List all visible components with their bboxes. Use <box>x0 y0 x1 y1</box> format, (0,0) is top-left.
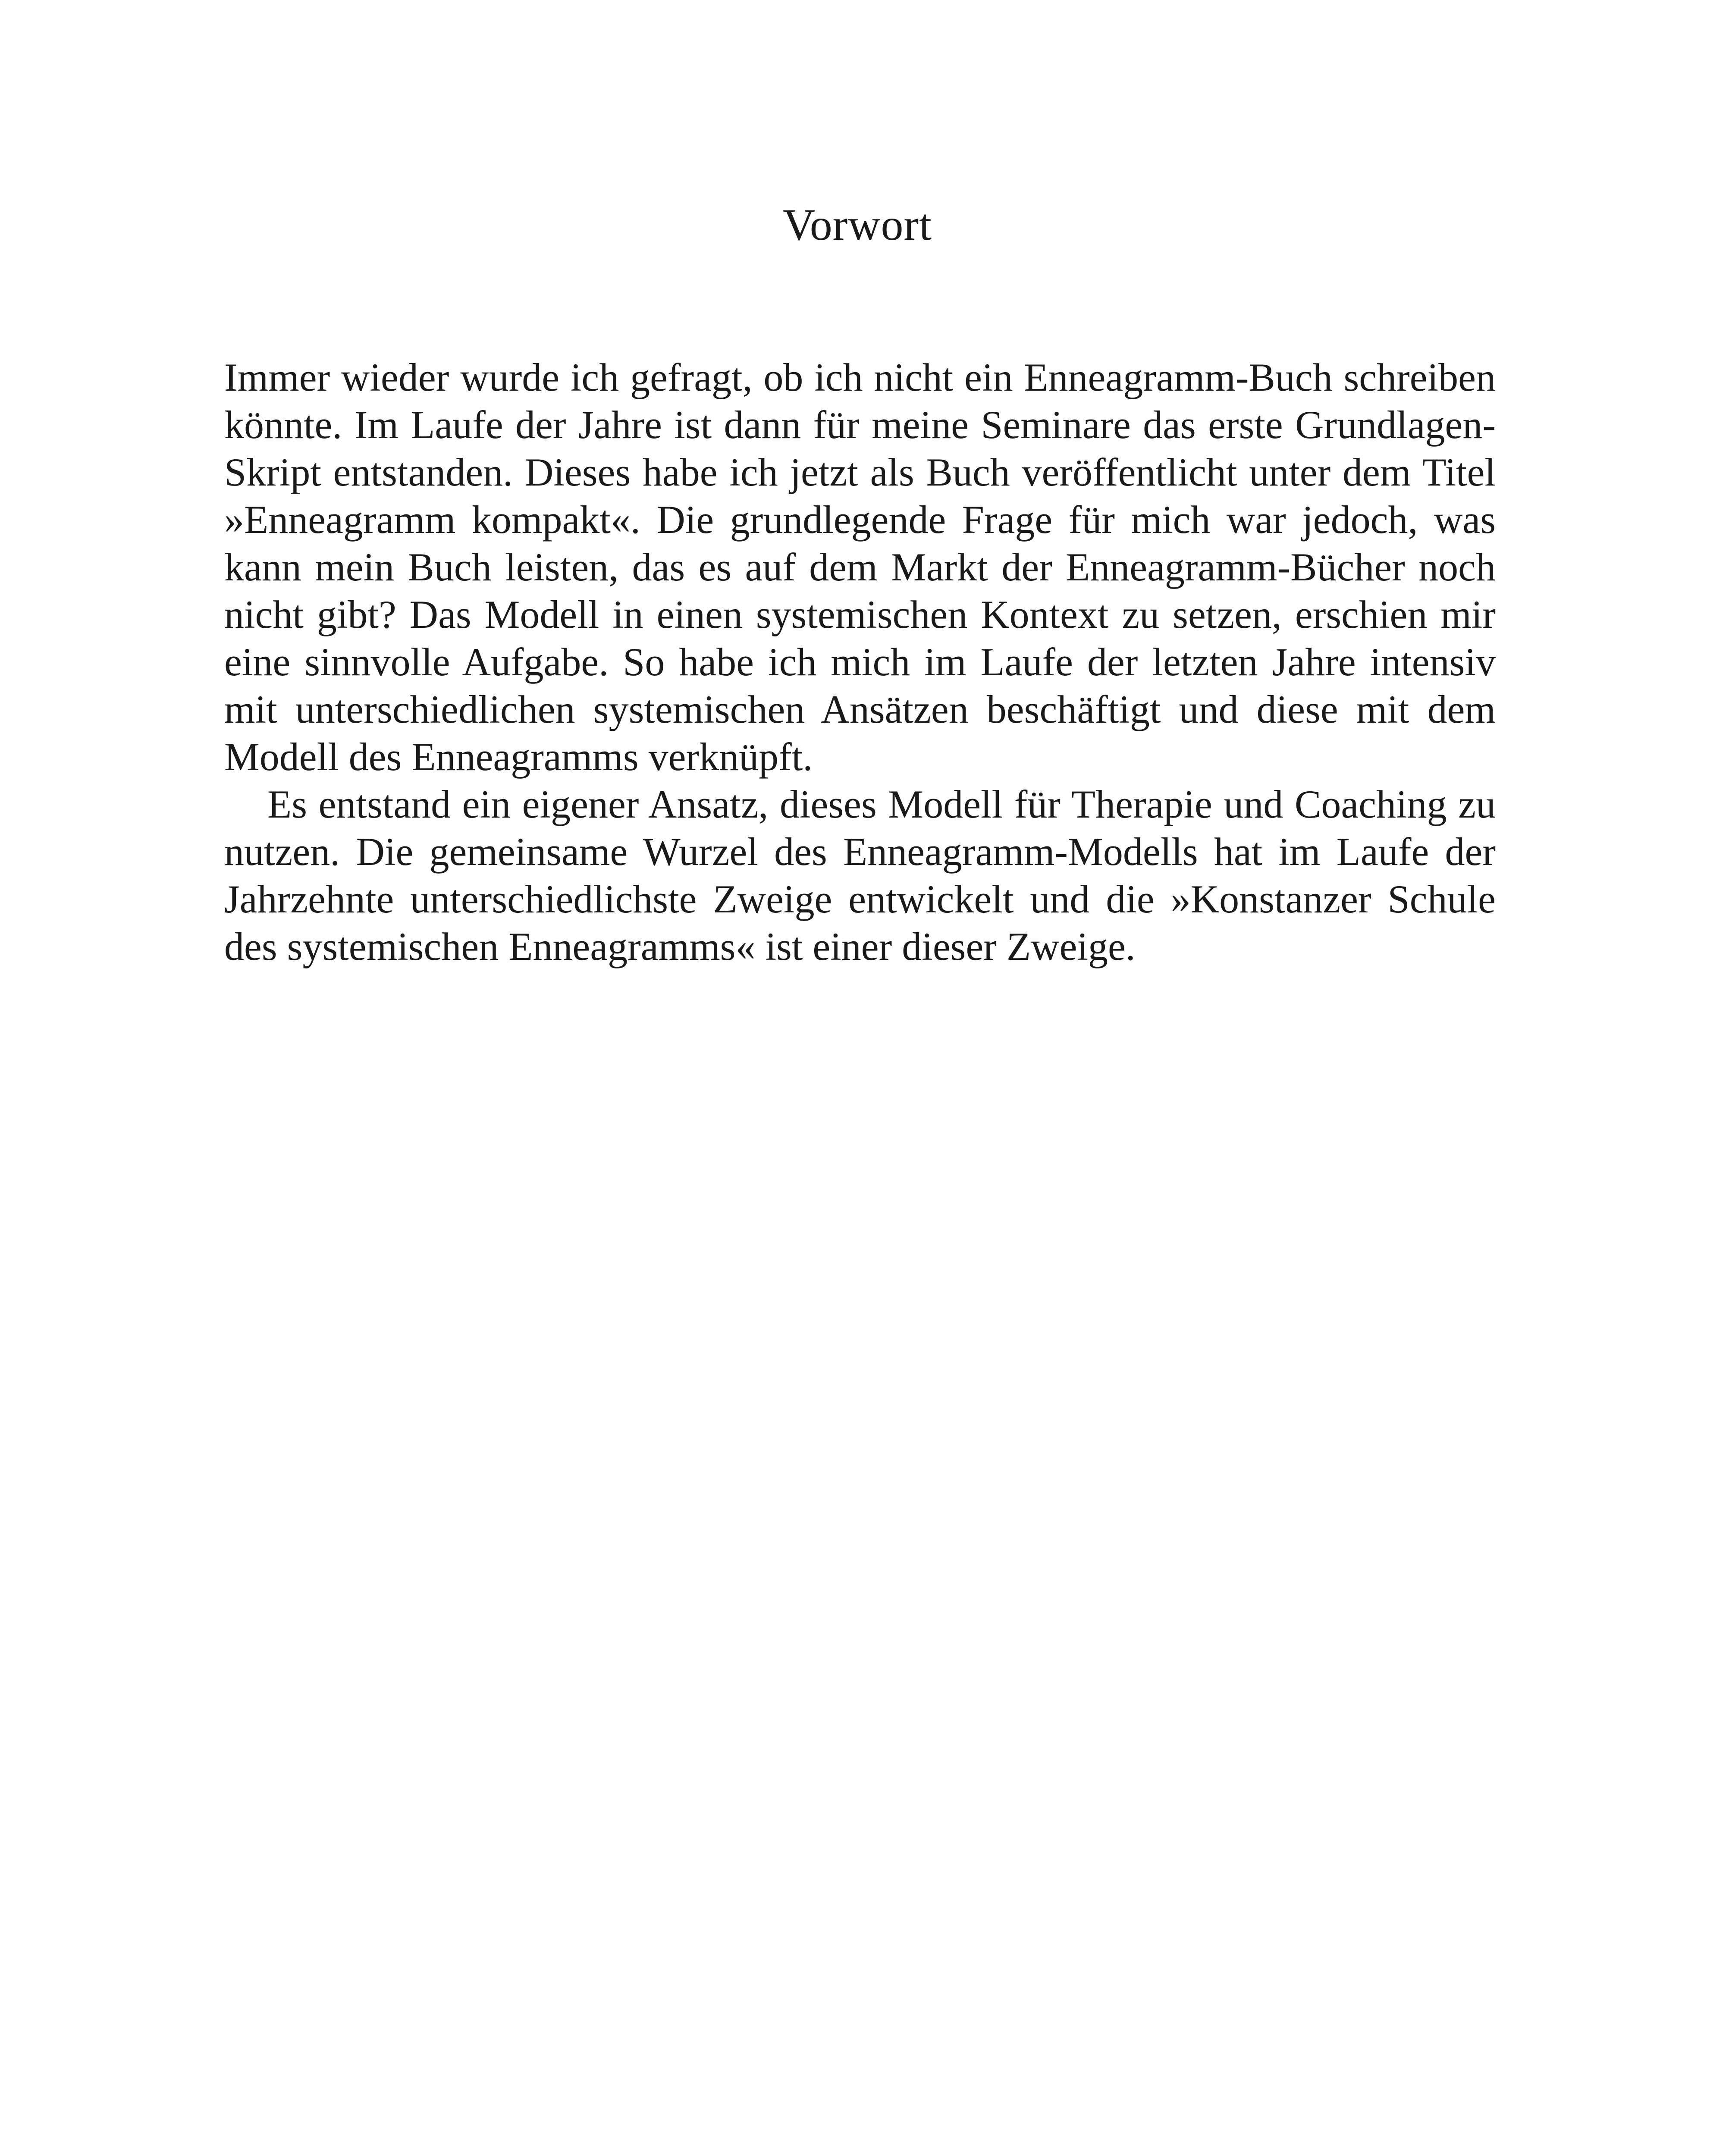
paragraph-1: Immer wieder wurde ich gefragt, ob ich nicht ein Enneagramm-Buch schreiben könnte. Im Laufe der Jahre ist dann für meine Seminare das erste Grundlagen-Skript entstanden. Dieses habe ich jetzt als Buch veröffentlicht unter dem Titel »Enneagramm kompakt«. Die grundlegende Frage für mich war jedoch, was kann mein Buch leisten, das es auf dem Markt der Enneagramm-Bücher noch nicht gibt? Das Modell in einen systemischen Kontext zu setzen, erschien mir eine sinnvolle Aufgabe. So habe ich mich im Laufe der letzten Jahre intensiv mit unterschiedlichen systemischen Ansätzen beschäftigt und diese mit dem Modell des Enneagramms verknüpft. <box>224 355 1496 779</box>
chapter-title: Vorwort <box>783 200 932 250</box>
paragraph-2: Es entstand ein eigener Ansatz, dieses Modell für Therapie und Coaching zu nutzen. Die gemeinsame Wurzel des Enneagramm-Modells hat im Laufe der Jahrzehnte unterschiedlichste Zweige entwickelt und die »Konstanzer Schule des systemischen Enneagramms« ist einer dieser Zweige. <box>224 782 1496 968</box>
body-text <box>224 354 1496 970</box>
